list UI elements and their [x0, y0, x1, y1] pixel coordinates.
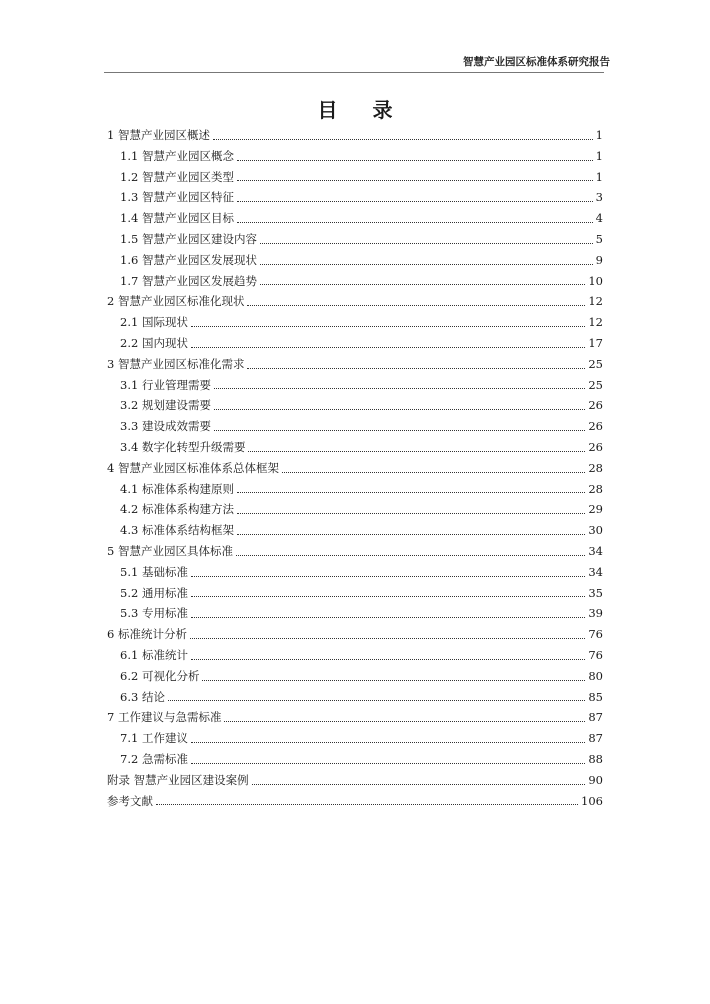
- toc-page-number: 76: [588, 647, 603, 662]
- toc-page-number: 10: [588, 273, 603, 288]
- dot-leader: [191, 596, 585, 597]
- dot-leader: [191, 659, 585, 660]
- toc-page-number: 88: [588, 751, 603, 766]
- toc-page-number: 87: [588, 731, 603, 746]
- toc-chapter-entry[interactable]: [107, 125, 603, 146]
- dot-leader: [190, 638, 585, 639]
- table-of-contents: [107, 125, 603, 811]
- toc-entry-label: 3.3 建设成效需要: [120, 419, 211, 434]
- dot-leader: [213, 139, 593, 140]
- toc-page-number: 29: [588, 502, 603, 517]
- toc-page-number: 90: [588, 772, 603, 787]
- toc-section-entry[interactable]: [107, 146, 603, 167]
- toc-page-number: 26: [588, 398, 603, 413]
- toc-entry-label: 5.3 专用标准: [120, 606, 188, 621]
- dot-leader: [214, 409, 585, 410]
- dot-leader: [191, 347, 585, 348]
- toc-entry-label: 1.2 智慧产业园区类型: [120, 169, 234, 184]
- dot-leader: [260, 243, 593, 244]
- toc-entry-label: 参考文献: [107, 793, 153, 808]
- toc-entry-label: 5 智慧产业园区具体标准: [107, 543, 233, 558]
- toc-entry-label: 7 工作建议与急需标准: [107, 710, 222, 725]
- dot-leader: [237, 513, 585, 514]
- toc-entry-label: 3.1 行业管理需要: [120, 377, 211, 392]
- dot-leader: [260, 264, 593, 265]
- toc-chapter-entry[interactable]: [107, 707, 603, 728]
- toc-page-number: 1: [595, 169, 603, 184]
- dot-leader: [237, 160, 593, 161]
- toc-page-number: 1: [595, 128, 603, 142]
- dot-leader: [214, 430, 585, 431]
- toc-entry-label: 1.6 智慧产业园区发展现状: [120, 252, 257, 267]
- toc-section-entry[interactable]: [107, 479, 603, 500]
- toc-chapter-entry[interactable]: [107, 770, 603, 791]
- dot-leader: [237, 492, 585, 493]
- toc-entry-label: 2.2 国内现状: [120, 335, 188, 350]
- toc-entry-label: 6 标准统计分析: [107, 627, 187, 642]
- dot-leader: [237, 534, 585, 535]
- toc-entry-label: 1.3 智慧产业园区特征: [120, 190, 234, 205]
- toc-page-number: 4: [595, 211, 603, 226]
- toc-page-number: 35: [588, 585, 603, 600]
- toc-section-entry[interactable]: [107, 229, 603, 250]
- toc-entry-label: 5.2 通用标准: [120, 585, 188, 600]
- toc-chapter-entry[interactable]: [107, 458, 603, 479]
- toc-section-entry[interactable]: [107, 250, 603, 271]
- dot-leader: [237, 222, 593, 223]
- toc-entry-label: 2.1 国际现状: [120, 315, 188, 330]
- dot-leader: [247, 368, 585, 369]
- toc-section-entry[interactable]: [107, 416, 603, 437]
- toc-entry-label: 附录 智慧产业园区建设案例: [107, 772, 249, 787]
- toc-entry-label: 7.2 急需标准: [120, 751, 188, 766]
- toc-page-number: 25: [588, 377, 603, 392]
- dot-leader: [252, 784, 586, 785]
- dot-leader: [202, 680, 585, 681]
- toc-entry-label: 4.2 标准体系构建方法: [120, 502, 234, 517]
- toc-page-number: 39: [588, 606, 603, 621]
- toc-entry-label: 3.4 数字化转型升级需要: [120, 439, 246, 454]
- toc-section-entry[interactable]: [107, 583, 603, 604]
- toc-section-entry[interactable]: [107, 687, 603, 708]
- toc-section-entry[interactable]: [107, 603, 603, 624]
- dot-leader: [156, 804, 578, 805]
- toc-entry-label: 1.7 智慧产业园区发展趋势: [120, 273, 257, 288]
- toc-page-number: 28: [588, 460, 603, 475]
- toc-entry-label: 1.1 智慧产业园区概念: [120, 148, 234, 163]
- dot-leader: [282, 472, 585, 473]
- toc-section-entry[interactable]: [107, 749, 603, 770]
- toc-section-entry[interactable]: [107, 395, 603, 416]
- dot-leader: [237, 180, 593, 181]
- toc-page-number: 87: [588, 710, 603, 725]
- toc-entry-label: 7.1 工作建议: [120, 731, 188, 746]
- toc-section-entry[interactable]: [107, 312, 603, 333]
- toc-page-number: 26: [588, 419, 603, 434]
- dot-leader: [237, 201, 593, 202]
- toc-section-entry[interactable]: [107, 728, 603, 749]
- dot-leader: [260, 284, 585, 285]
- toc-page-number: 34: [588, 543, 603, 558]
- toc-page-number: 30: [588, 523, 603, 538]
- toc-chapter-entry[interactable]: [107, 624, 603, 645]
- dot-leader: [191, 763, 585, 764]
- toc-page-number: 25: [588, 356, 603, 371]
- toc-section-entry[interactable]: [107, 187, 603, 208]
- toc-page-number: 26: [588, 439, 603, 454]
- dot-leader: [191, 742, 585, 743]
- running-header-title: 智慧产业园区标准体系研究报告: [463, 56, 610, 68]
- toc-entry-label: 4.1 标准体系构建原则: [120, 481, 234, 496]
- toc-section-entry[interactable]: [107, 333, 603, 354]
- dot-leader: [191, 326, 585, 327]
- toc-section-entry[interactable]: [107, 645, 603, 666]
- toc-entry-label: 6.1 标准统计: [120, 647, 188, 662]
- toc-page-number: 17: [588, 335, 603, 350]
- dot-leader: [214, 388, 585, 389]
- toc-page-number: 12: [588, 315, 603, 330]
- page-title: 目 录: [317, 98, 407, 122]
- toc-entry-label: 3.2 规划建设需要: [120, 398, 211, 413]
- toc-entry-label: 6.3 结论: [120, 689, 165, 704]
- header-divider: [104, 72, 604, 73]
- toc-entry-label: 4 智慧产业园区标准体系总体框架: [107, 460, 279, 475]
- toc-section-entry[interactable]: [107, 562, 603, 583]
- toc-chapter-entry[interactable]: [107, 354, 603, 375]
- toc-page-number: 9: [595, 252, 603, 267]
- toc-entry-label: 3 智慧产业园区标准化需求: [107, 356, 245, 371]
- toc-section-entry[interactable]: [107, 520, 603, 541]
- toc-section-entry[interactable]: [107, 271, 603, 292]
- toc-page-number: 106: [581, 793, 603, 808]
- toc-entry-label: 2 智慧产业园区标准化现状: [107, 294, 245, 309]
- toc-page-number: 34: [588, 564, 603, 579]
- toc-chapter-entry[interactable]: [107, 791, 603, 812]
- toc-entry-label: 1.4 智慧产业园区目标: [120, 211, 234, 226]
- toc-page-number: 1: [595, 148, 603, 163]
- toc-page-number: 3: [595, 190, 603, 205]
- dot-leader: [191, 576, 585, 577]
- toc-page-number: 12: [588, 294, 603, 309]
- toc-chapter-entry[interactable]: [107, 291, 603, 312]
- toc-chapter-entry[interactable]: [107, 541, 603, 562]
- toc-page-number: 28: [588, 481, 603, 496]
- toc-entry-label: 1.5 智慧产业园区建设内容: [120, 231, 257, 246]
- toc-section-entry[interactable]: [107, 167, 603, 188]
- toc-page-number: 76: [588, 627, 603, 642]
- toc-entry-label: 5.1 基础标准: [120, 564, 188, 579]
- toc-page-number: 5: [595, 231, 603, 246]
- toc-section-entry[interactable]: [107, 666, 603, 687]
- toc-page-number: 80: [588, 668, 603, 683]
- dot-leader: [191, 617, 585, 618]
- toc-section-entry[interactable]: [107, 437, 603, 458]
- toc-section-entry[interactable]: [107, 208, 603, 229]
- toc-section-entry[interactable]: [107, 499, 603, 520]
- toc-entry-label: 6.2 可视化分析: [120, 668, 200, 683]
- dot-leader: [236, 555, 585, 556]
- toc-entry-label: 1 智慧产业园区概述: [107, 128, 210, 142]
- dot-leader: [247, 305, 585, 306]
- toc-section-entry[interactable]: [107, 375, 603, 396]
- toc-page-number: 85: [588, 689, 603, 704]
- toc-entry-label: 4.3 标准体系结构框架: [120, 523, 234, 538]
- dot-leader: [168, 700, 585, 701]
- dot-leader: [224, 721, 585, 722]
- dot-leader: [248, 451, 585, 452]
